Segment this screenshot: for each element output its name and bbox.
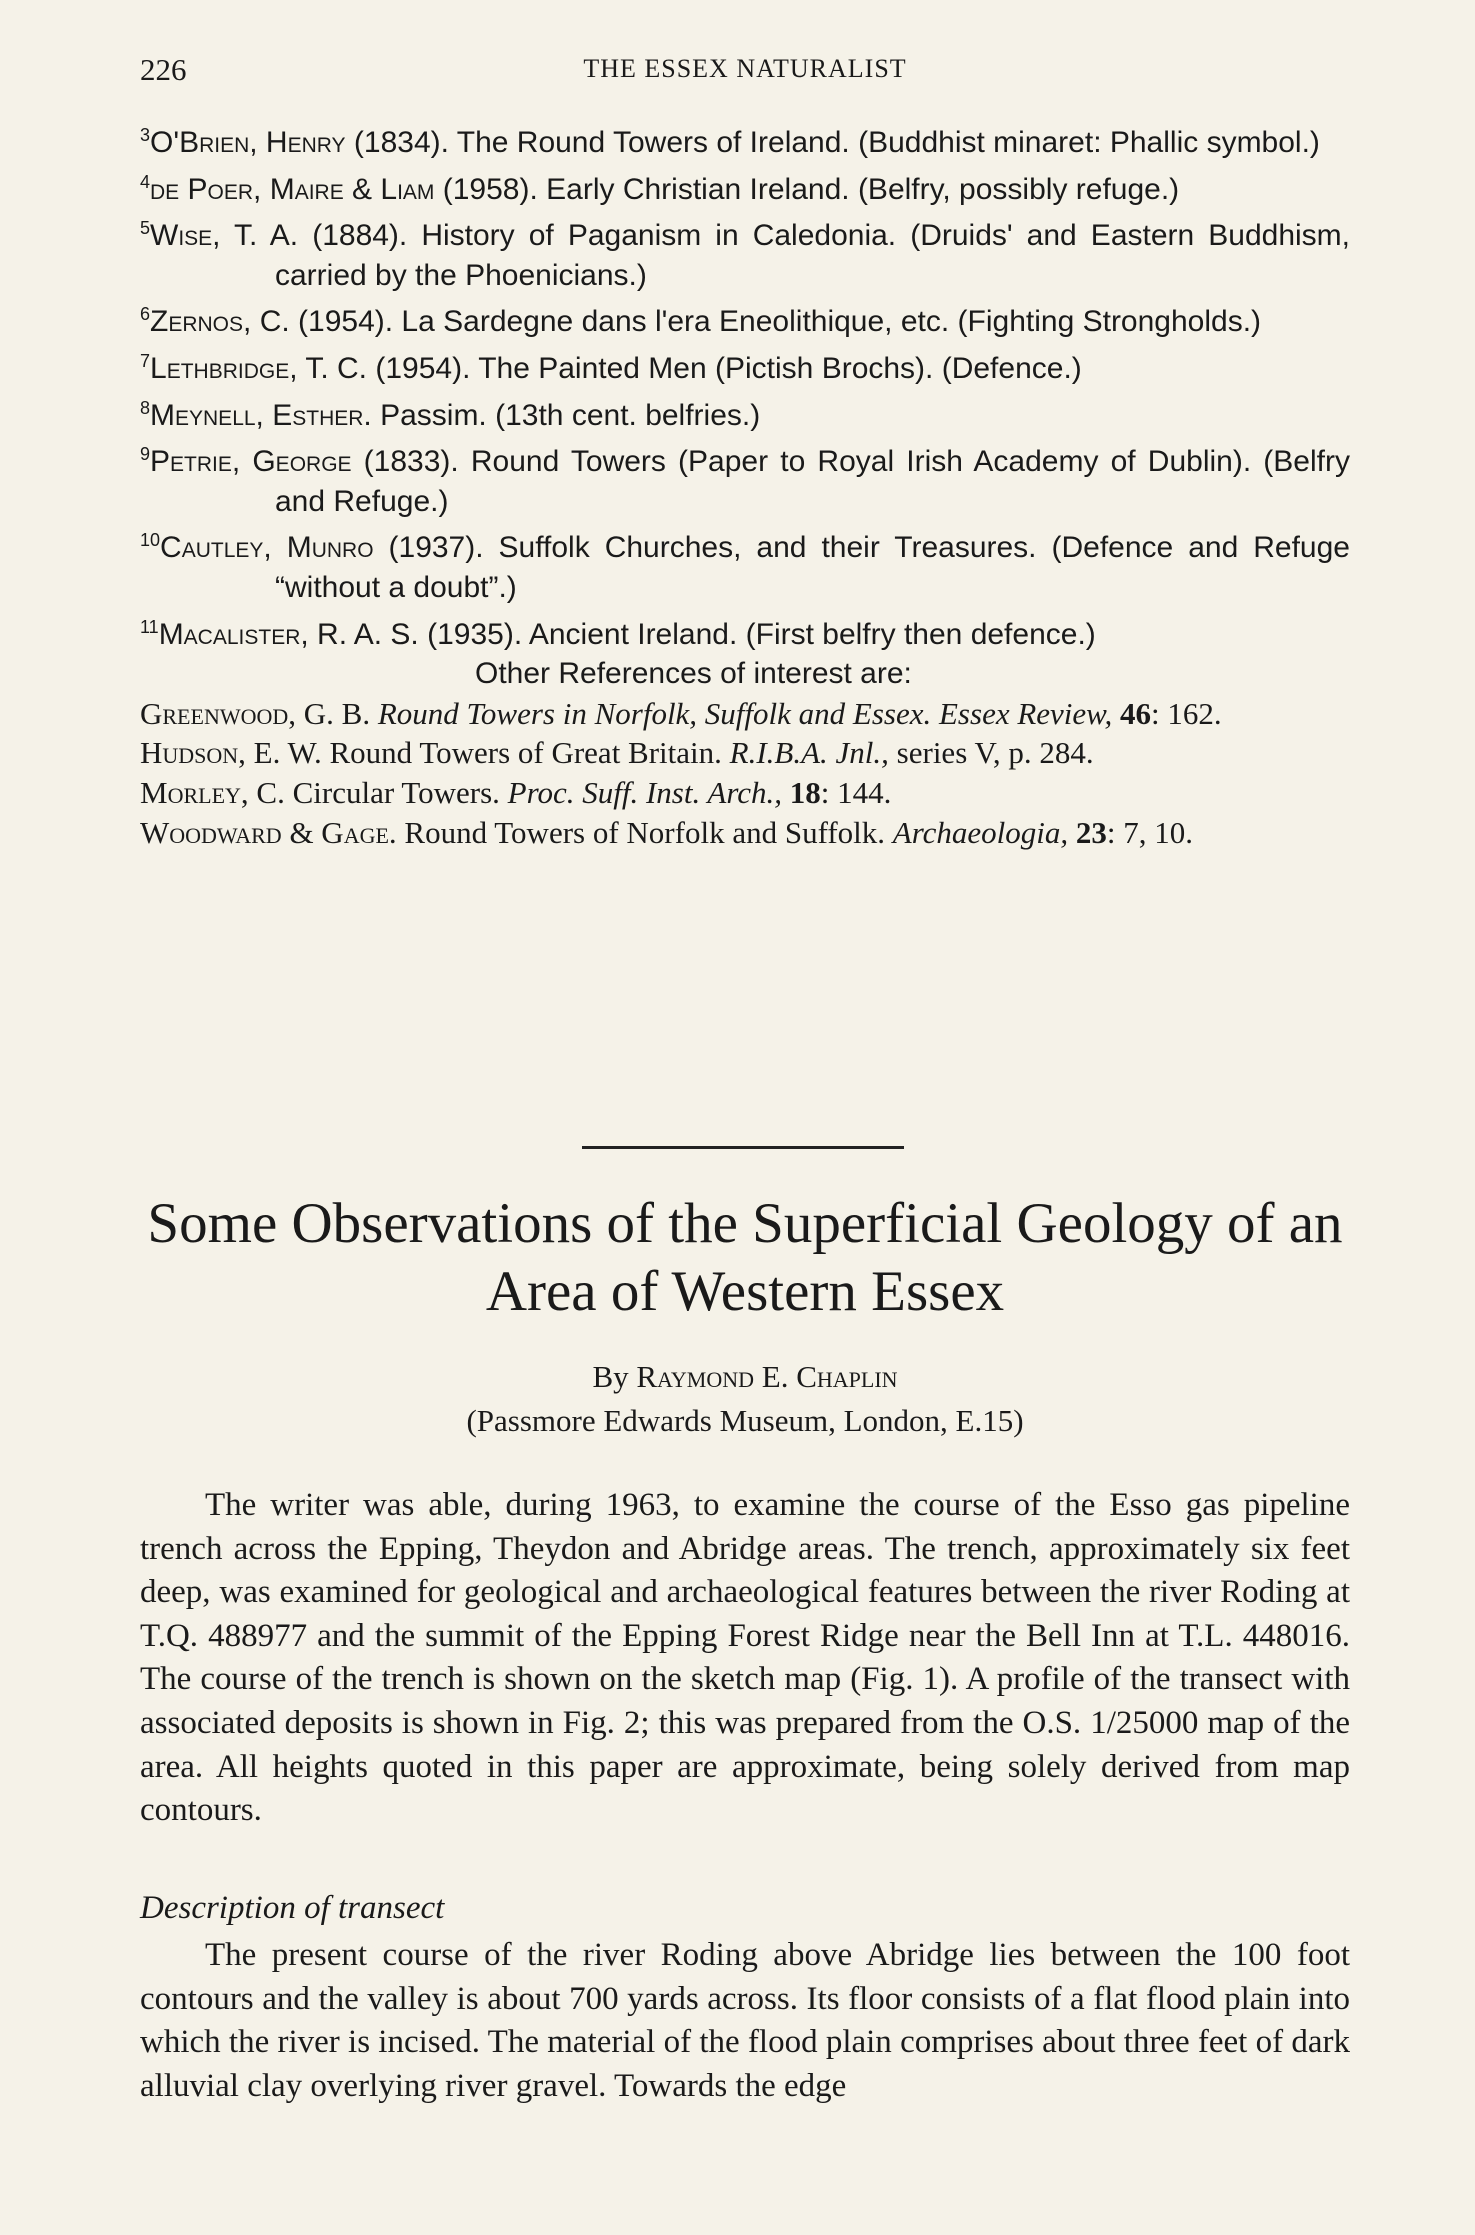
section-subheading: Description of transect — [140, 1890, 445, 1926]
section-divider — [582, 1146, 904, 1149]
article-title: Some Observations of the Superficial Geology of an Area of Western Essex — [147, 1192, 1343, 1323]
other-references-heading: Other References of interest are: — [475, 657, 912, 691]
reference-item: $^{10}$Cautley, Munro (1937). Suffolk Churches, and their Treasures. (Defence and Refuge “without a doubt”.) — [140, 530, 1350, 604]
references-list — [140, 116, 1350, 852]
page-header — [140, 52, 1350, 96]
reference-item: $^{11}$Macalister, R. A. S. (1935). Ancient Ireland. (First belfry then defence.) — [140, 616, 1096, 651]
reference-item: $^7$Lethbridge, T. C. (1954). The Painted Men (Pictish Brochs). (Defence.) — [140, 350, 1082, 385]
other-reference-item: Hudson, E. W. Round Towers of Great Britain. R.I.B.A. Jnl., series V, p. 284. — [140, 735, 1094, 771]
reference-item: $^5$Wise, T. A. (1884). History of Paganism in Caledonia. (Druids' and Eastern Buddhism, carried by the Phoenicians.) — [140, 218, 1350, 292]
author-affiliation: (Passmore Edwards Museum, London, E.15) — [466, 1403, 1024, 1438]
page-number: 226 — [140, 52, 187, 87]
reference-item: $^9$Petrie, George (1833). Round Towers (Paper to Royal Irish Academy of Dublin). (Belfry and Refuge.) — [140, 444, 1350, 518]
reference-item: $^8$Meynell, Esther. Passim. (13th cent. belfries.) — [140, 397, 761, 432]
other-reference-item: Woodward & Gage. Round Towers of Norfolk and Suffolk. Archaeologia, 23: 7, 10. — [140, 814, 1193, 850]
reference-item: $^6$Zernos, C. (1954). La Sardegne dans l'era Eneolithique, etc. (Fighting Strongholds.) — [140, 304, 1262, 339]
article-body — [140, 1484, 1350, 1833]
article-byline: By Raymond E. Chaplin — [592, 1359, 898, 1394]
other-reference-item: Morley, C. Circular Towers. Proc. Suff. Inst. Arch., 18: 144. — [140, 774, 892, 810]
body-paragraph: The present course of the river Roding above Abridge lies between the 100 foot contours and the valley is about 700 yards across. Its floor consists of a flat flood plain into which the river is incised. The material of the flood plain comprises about three feet of dark alluvial clay overlying river gravel. Towards the edge — [140, 1937, 1350, 2104]
author-name: Raymond E. Chaplin — [636, 1359, 898, 1394]
other-reference-item: Greenwood, G. B. Round Towers in Norfolk, Suffolk and Essex. Essex Review, 46: 162. — [140, 695, 1222, 731]
reference-item: $^3$O'Brien, Henry (1834). The Round Towers of Ireland. (Buddhist minaret: Phallic symbol.) — [140, 125, 1320, 159]
article-body-continued — [140, 1934, 1350, 2108]
reference-item: $^4$de Poer, Maire & Liam (1958). Early Christian Ireland. (Belfry, possibly refuge.) — [140, 171, 1180, 206]
running-head: THE ESSEX NATURALIST — [583, 54, 907, 83]
body-paragraph: The writer was able, during 1963, to examine the course of the Esso gas pipeline trench across the Epping, Theydon and Abridge areas. The trench, approximately six feet deep, was examined for geological and archaeological features between the river Roding at T.Q. 488977 and the summit of the Epping Forest Ridge near the Bell Inn at T.L. 448016. The course of the trench is shown on the sketch map (Fig. 1). A profile of the transect with associated deposits is shown in Fig. 2; this was prepared from the O.S. 1/25000 map of the area. All heights quoted in this paper are approximate, being solely derived from map contours. — [140, 1487, 1350, 1829]
